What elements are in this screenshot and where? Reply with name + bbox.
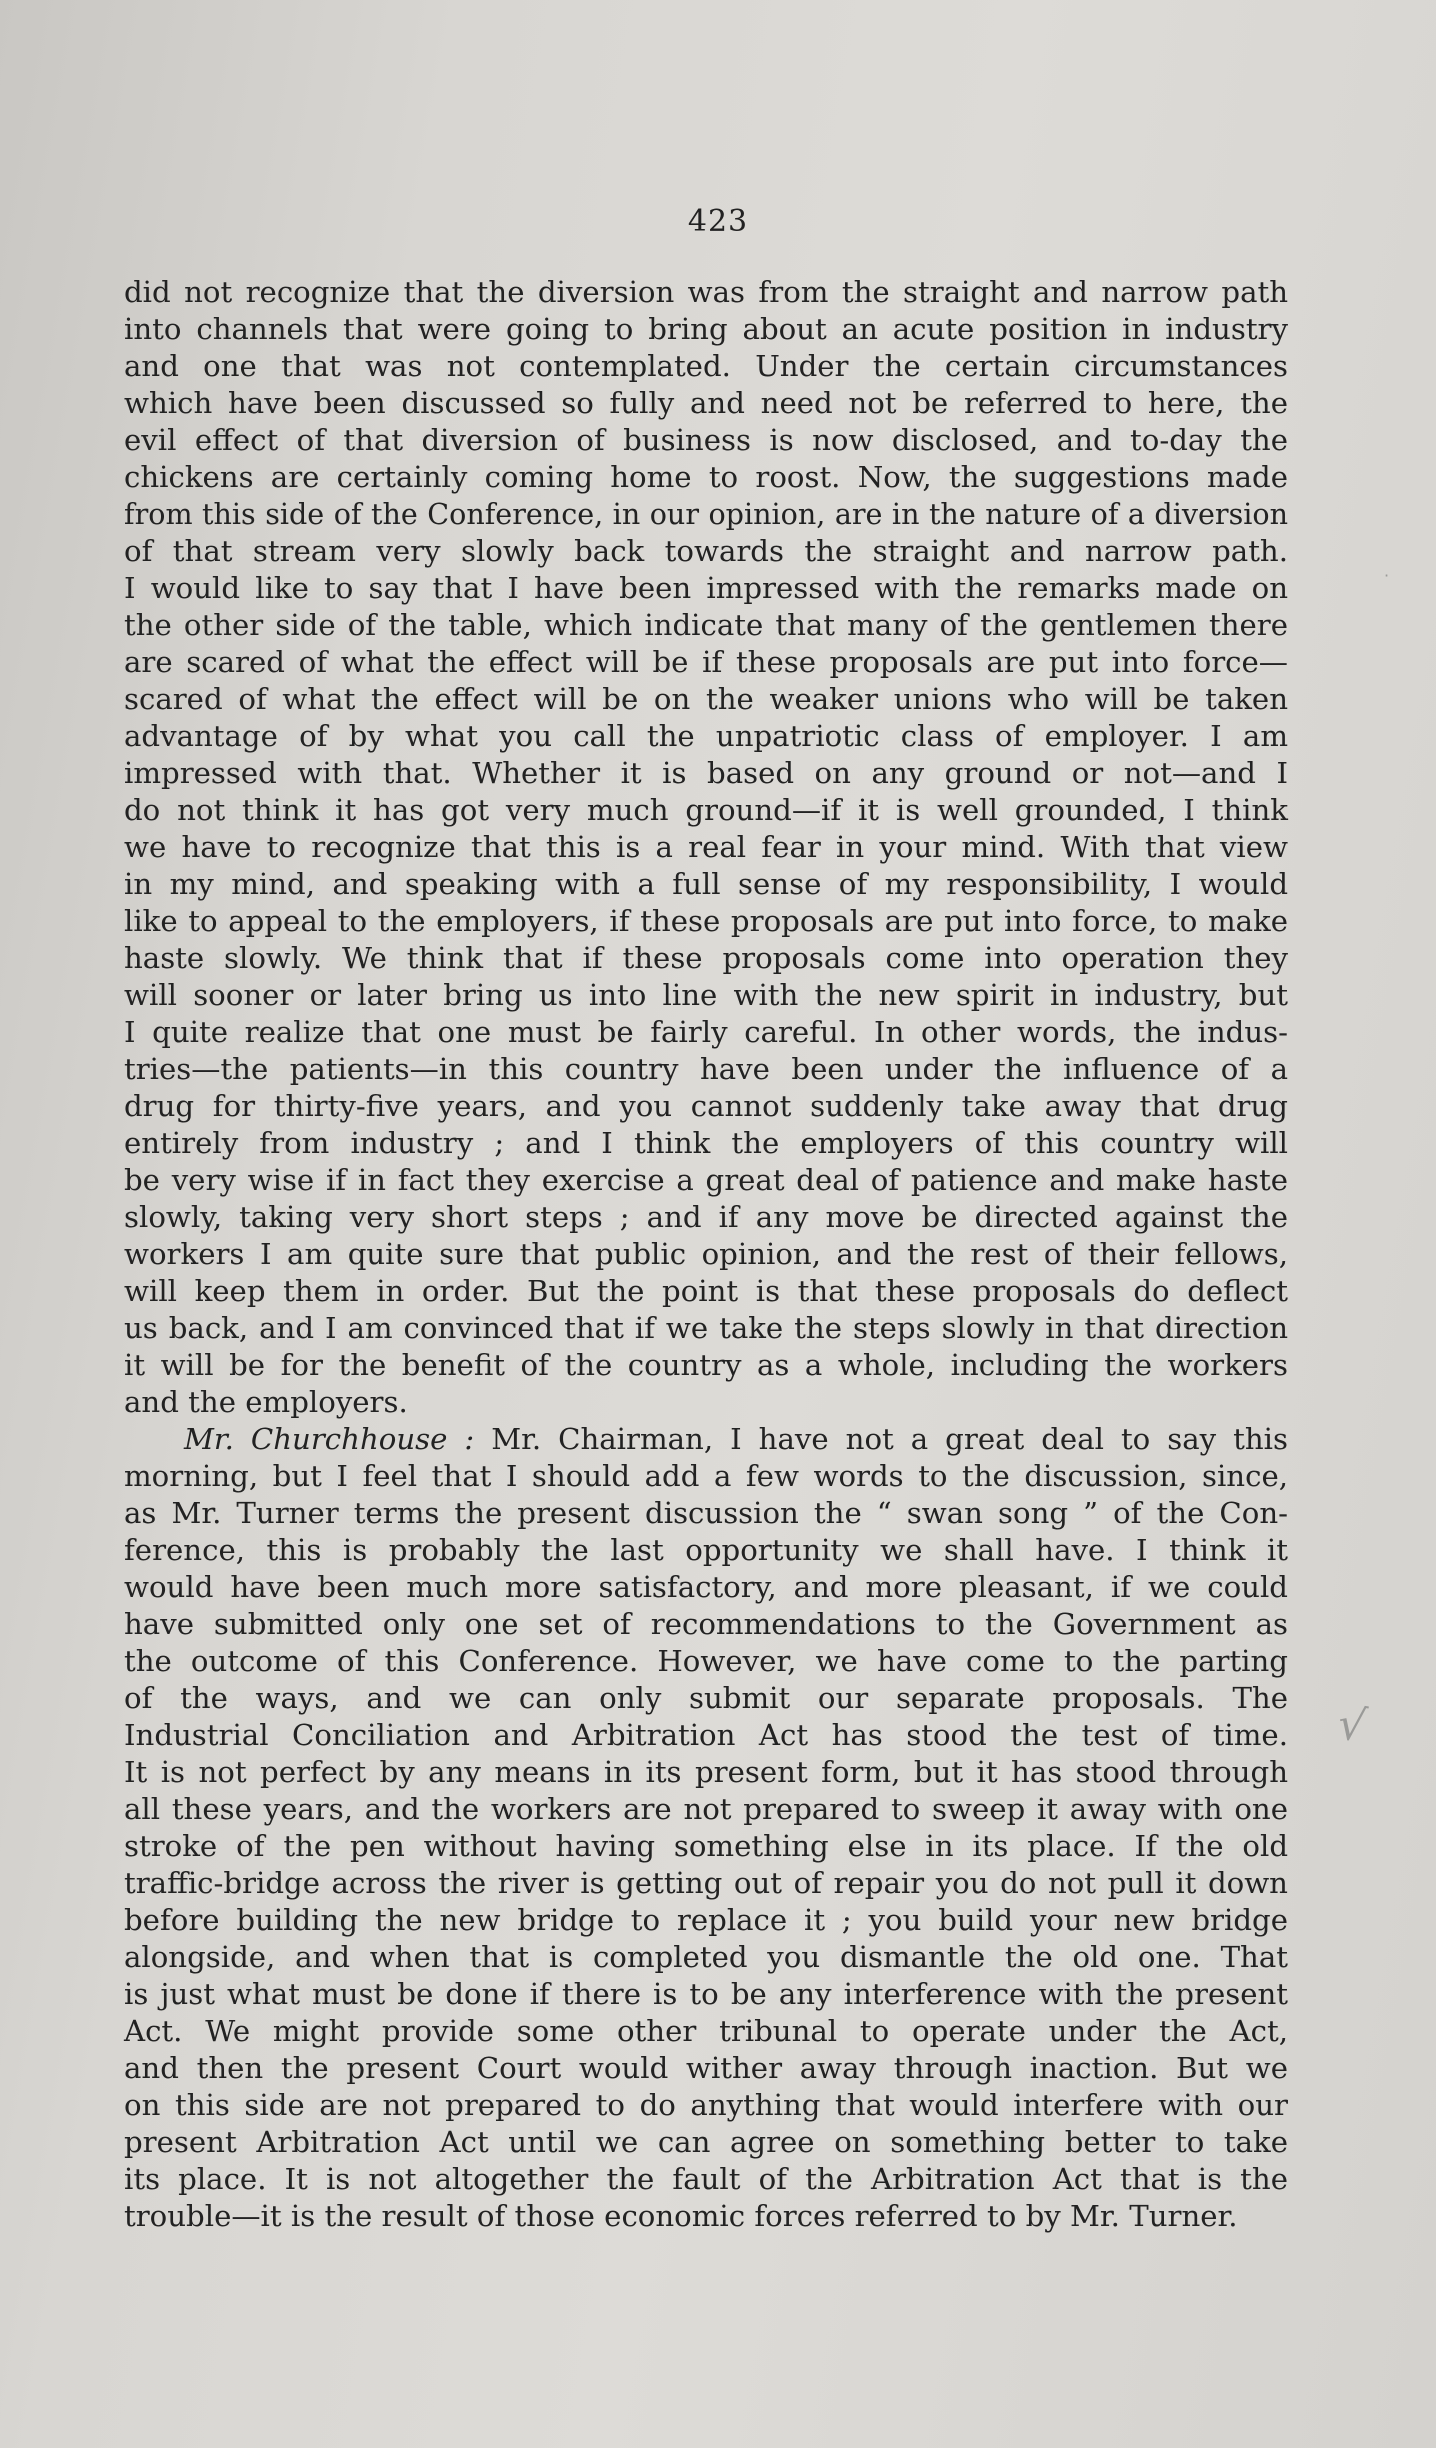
text-line: and one that was not contemplated. Under the certain circumstances: [124, 349, 1288, 383]
text-line: drug for thirty-five years, and you cannot suddenly take away that drug: [124, 1089, 1288, 1123]
text-line: impressed with that. Whether it is based on any ground or not—and I: [124, 756, 1288, 790]
text-line: alongside, and when that is completed you dismantle the old one. That: [124, 1940, 1288, 1974]
text-line: and the employers.: [124, 1385, 408, 1419]
paragraph-continuation: [124, 274, 1288, 1421]
text-line: evil effect of that diversion of business is now disclosed, and to-day the: [124, 423, 1288, 457]
text-line: will keep them in order. But the point is that these proposals do deflect: [124, 1274, 1288, 1308]
text-line: haste slowly. We think that if these proposals come into operation they: [124, 941, 1288, 975]
text-line: into channels that were going to bring about an acute position in industry: [124, 312, 1288, 346]
text-line: which have been discussed so fully and need not be referred to here, the: [124, 386, 1288, 420]
text-line: be very wise if in fact they exercise a great deal of patience and make haste: [124, 1163, 1288, 1197]
text-line: slowly, taking very short steps ; and if any move be directed against the: [124, 1200, 1288, 1234]
text-line: morning, but I feel that I should add a few words to the discussion, since,: [124, 1459, 1288, 1493]
text-line: trouble—it is the result of those economic forces referred to by Mr. Turner.: [124, 2199, 1238, 2233]
text-line: as Mr. Turner terms the present discussion the “ swan song ” of the Con-: [124, 1496, 1288, 1530]
text-line: we have to recognize that this is a real fear in your mind. With that view: [124, 830, 1288, 864]
text-line: scared of what the effect will be on the weaker unions who will be taken: [124, 682, 1288, 716]
text-line: did not recognize that the diversion was from the straight and narrow path: [124, 275, 1288, 309]
text-line: all these years, and the workers are not prepared to sweep it away with one: [124, 1792, 1288, 1826]
text-line: I would like to say that I have been impressed with the remarks made on: [124, 571, 1288, 605]
paragraph-churchhouse: [124, 1421, 1288, 2235]
text-line: do not think it has got very much ground—if it is well grounded, I think: [124, 793, 1288, 827]
text-line: us back, and I am convinced that if we take the steps slowly in that direction: [124, 1311, 1288, 1345]
text-line: it will be for the benefit of the country as a whole, including the workers: [124, 1348, 1288, 1382]
text-line: like to appeal to the employers, if these proposals are put into force, to make: [124, 904, 1288, 938]
text-line: entirely from industry ; and I think the employers of this country will: [124, 1126, 1288, 1160]
text-line: in my mind, and speaking with a full sense of my responsibility, I would: [124, 867, 1288, 901]
text-line: ference, this is probably the last opportunity we shall have. I think it: [124, 1533, 1288, 1567]
text-line: will sooner or later bring us into line with the new spirit in industry, but: [124, 978, 1288, 1012]
text-line: It is not perfect by any means in its present form, but it has stood through: [124, 1755, 1288, 1789]
text-line: before building the new bridge to replace it ; you build your new bridge: [124, 1903, 1288, 1937]
text-line: from this side of the Conference, in our opinion, are in the nature of a diversion: [124, 497, 1288, 531]
text-line: have submitted only one set of recommendations to the Government as: [124, 1607, 1288, 1641]
text-line: Industrial Conciliation and Arbitration Act has stood the test of time.: [124, 1718, 1288, 1752]
text-line: of the ways, and we can only submit our separate proposals. The: [124, 1681, 1288, 1715]
text-line: tries—the patients—in this country have been under the influence of a: [124, 1052, 1288, 1086]
text-line: and then the present Court would wither away through inaction. But we: [124, 2051, 1288, 2085]
body-text: [124, 274, 1288, 2235]
text-line: chickens are certainly coming home to roost. Now, the suggestions made: [124, 460, 1288, 494]
speech-first-line: [124, 1421, 1288, 1458]
speech-first-line-text: Mr. Chairman, I have not a great deal to say this: [474, 1422, 1288, 1456]
text-line: traffic-bridge across the river is getting out of repair you do not pull it down: [124, 1866, 1288, 1900]
text-line: of that stream very slowly back towards the straight and narrow path.: [124, 534, 1288, 568]
text-line: are scared of what the effect will be if these proposals are put into force—: [124, 645, 1288, 679]
text-line: present Arbitration Act until we can agree on something better to take: [124, 2125, 1288, 2159]
text-line: the other side of the table, which indicate that many of the gentlemen there: [124, 608, 1288, 642]
text-line: stroke of the pen without having something else in its place. If the old: [124, 1829, 1288, 1863]
text-line: is just what must be done if there is to be any interference with the present: [124, 1977, 1288, 2011]
text-line: workers I am quite sure that public opinion, and the rest of their fellows,: [124, 1237, 1288, 1271]
text-line: I quite realize that one must be fairly careful. In other words, the indus-: [124, 1015, 1288, 1049]
text-line: on this side are not prepared to do anything that would interfere with our: [124, 2088, 1288, 2122]
text-line: the outcome of this Conference. However, we have come to the parting: [124, 1644, 1288, 1678]
margin-dot-mark: ·: [1384, 566, 1390, 585]
text-line: Act. We might provide some other tribunal to operate under the Act,: [124, 2014, 1288, 2048]
text-line: its place. It is not altogether the fault of the Arbitration Act that is the: [124, 2162, 1288, 2196]
text-line: would have been much more satisfactory, and more pleasant, if we could: [124, 1570, 1288, 1604]
text-line: advantage of by what you call the unpatriotic class of employer. I am: [124, 719, 1288, 753]
margin-tick-mark: √: [1334, 1698, 1370, 1753]
page-number: 423: [687, 204, 749, 239]
speaker-name: Mr. Churchhouse :: [184, 1422, 475, 1456]
